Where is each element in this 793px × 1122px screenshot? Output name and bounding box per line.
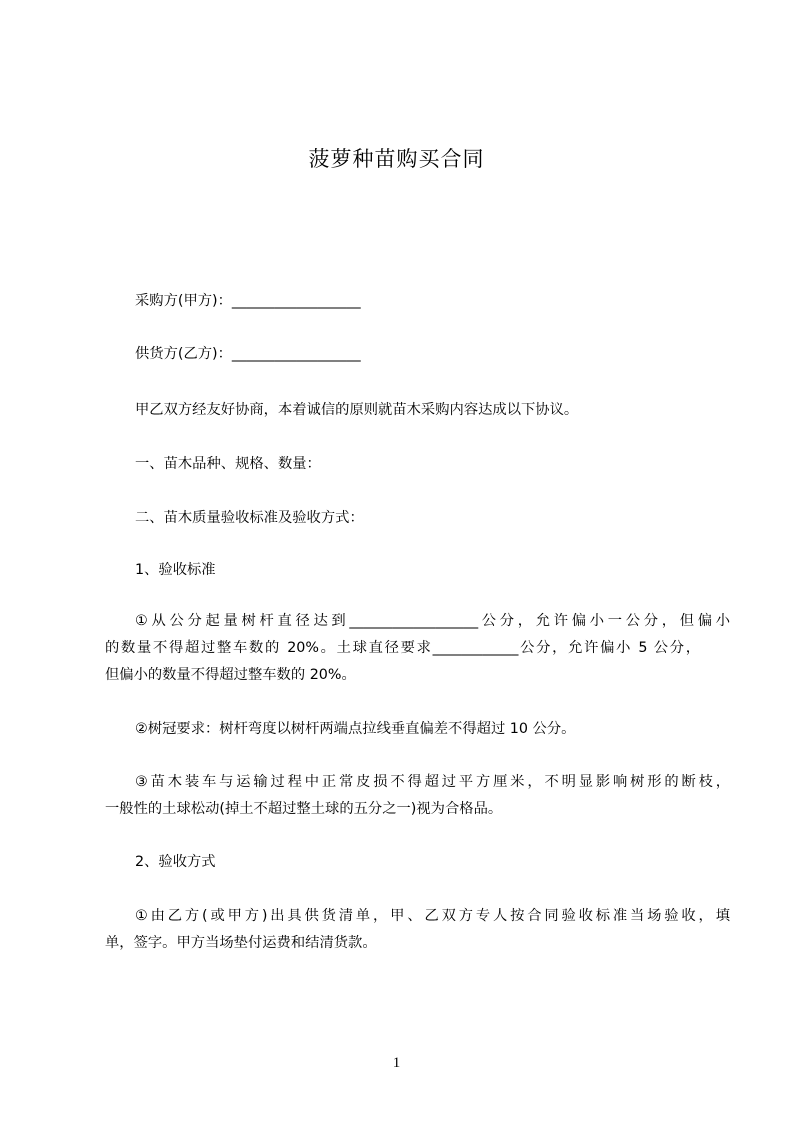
item1-line1: ①从公分起量树杆直径达到__________________公分，允许偏小一公分，但偏小 [135,613,730,629]
item3-line1: ③苗木装车与运输过程中正常皮损不得超过平方厘米，不明显影响树形的断枝， [135,774,730,790]
subsection-heading-1: 1、验收标准 [135,562,216,578]
page-number: 1 [392,1055,401,1071]
subsection-heading-2: 2、验收方式 [135,854,216,870]
intro-paragraph: 甲乙双方经友好协商，本着诚信的原则就苗木采购内容达成以下协议。 [135,402,579,418]
party-a-line: 采购方(甲方)：__________________ [135,293,361,309]
item1-line2: 的数量不得超过整车数的 20%。土球直径要求____________公分，允许偏小 5 公分， [105,640,700,656]
document-title: 菠萝种苗购买合同 [308,147,485,171]
section-heading-2: 二、苗木质量验收标准及验收方式： [135,510,364,526]
item3-line2: 一般性的土球松动(掉土不超过整土球的五分之一)视为合格品。 [105,801,503,817]
party-b-line: 供货方(乙方)：__________________ [135,346,361,362]
item4-line2: 单，签字。甲方当场垫付运费和结清货款。 [105,935,377,951]
section-heading-1: 一、苗木品种、规格、数量： [135,456,321,472]
item1-line3: 但偏小的数量不得超过整车数的 20%。 [105,667,356,683]
item4-line1: ①由乙方(或甲方)出具供货清单，甲、乙双方专人按合同验收标准当场验收，填 [135,908,730,924]
item2-paragraph: ②树冠要求：树杆弯度以树杆两端点拉线垂直偏差不得超过 10 公分。 [135,721,576,737]
